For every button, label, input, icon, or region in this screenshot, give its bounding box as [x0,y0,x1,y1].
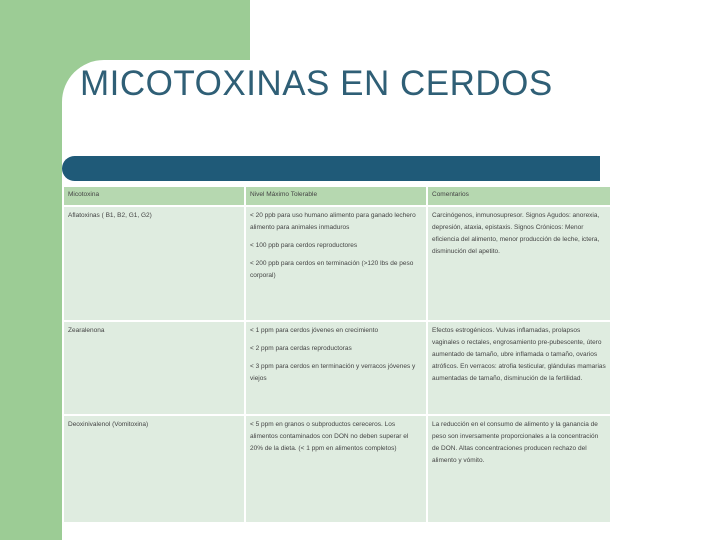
level-text: < 5 ppm en granos o subproductos cereceros. Los alimentos contaminados con DON no deben superar el 20% de la dieta. (< 1 ppm en alimentos completos) [250,421,409,452]
header-cell-micotoxina: Micotoxina [64,187,244,205]
cell-toxin-aflatoxinas: Aflatoxinas ( B1, B2, G1, G2) [64,207,244,320]
level-text: < 3 ppm para cerdos en terminación y verracos jóvenes y viejos [250,363,416,382]
header-cell-comentarios: Comentarios [428,187,610,205]
level-text: < 1 ppm para cerdos jóvenes en crecimiento [250,327,379,334]
cell-comments-aflatoxinas [428,207,610,320]
cell-toxin-deoxinivalenol: Deoxinivalenol (Vomitoxina) [64,416,244,522]
table-header-row [64,187,610,205]
cell-levels-aflatoxinas [246,207,426,320]
cell-toxin-zearalenona: Zearalenona [64,322,244,414]
header-cell-nivel: Nivel Máximo Tolerable [246,187,426,205]
cell-levels-deoxinivalenol [246,416,426,522]
slide-title: MICOTOXINAS EN CERDOS [80,64,553,103]
level-text: < 2 ppm para cerdas reproductoras [250,345,352,352]
comment-text: La reducción en el consumo de alimento y la ganancia de peso son inversamente proporcionales a la concentración de DON. Altas concentraciones producen rechazo del alimento y vómito. [432,421,599,464]
title-underline-bar [62,156,600,181]
level-text: < 100 ppb para cerdos reproductores [250,242,358,249]
cell-levels-zearalenona [246,322,426,414]
cell-comments-deoxinivalenol [428,416,610,522]
comment-text: Efectos estrogénicos. Vulvas inflamadas, prolapsos vaginales o rectales, engrosamiento pre-pubescente, útero aumentado de tamaño, ubre inflamada o tamaño, ovarios atróficos. En verracos: atrofia testicular, glándulas mamarias aumentadas de tamaño, disminución de la fertilidad. [432,327,606,382]
mycotoxin-table [62,185,612,524]
background-green-strip [0,60,62,540]
table-row [64,416,610,522]
table-row [64,322,610,414]
comment-text: Carcinógenos, inmunosupresor. Signos Agudos: anorexia, depresión, ataxia, epistaxis. Signos Crónicos: Menor eficiencia del alimento, menor producción de leche, ictera, disminución del apetito. [432,212,600,255]
cell-comments-zearalenona [428,322,610,414]
level-text: < 20 ppb para uso humano alimento para ganado lechero alimento para animales inmaduros [250,212,416,231]
table-row [64,207,610,320]
level-text: < 200 ppb para cerdos en terminación (>120 lbs de peso corporal) [250,260,414,279]
